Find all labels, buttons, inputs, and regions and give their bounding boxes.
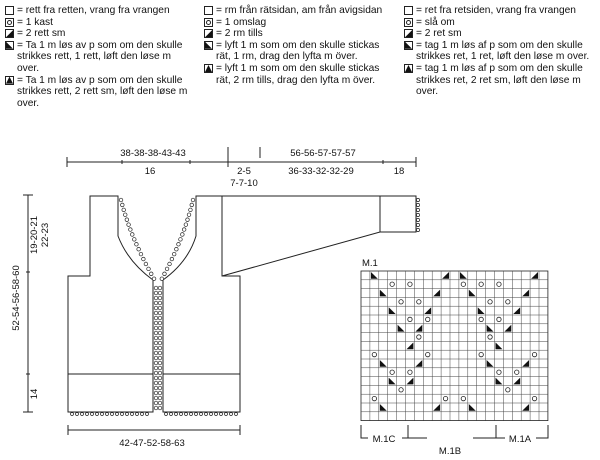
edging-scallop — [130, 233, 134, 237]
label-top-width: 38-38-38-43-43 — [120, 148, 186, 159]
edging-scallop — [172, 252, 176, 256]
edging-scallop — [158, 331, 162, 335]
edging-scallop — [131, 413, 134, 416]
left-front — [68, 196, 153, 412]
edging-scallop — [147, 267, 151, 271]
edging-scallop — [179, 238, 183, 242]
edging-scallop — [125, 218, 129, 222]
legend-text: = 2 rett sm — [17, 28, 66, 40]
legend-text: = rm från rätsidan, am från avigsidan — [216, 5, 383, 16]
edging-scallop — [158, 356, 162, 360]
edging-scallop — [190, 203, 194, 207]
edging-scallop — [170, 257, 174, 261]
edging-scallop — [416, 213, 419, 216]
edging-scallop — [154, 381, 158, 385]
edging-scallop — [416, 203, 419, 206]
label-cuff: 18 — [393, 166, 405, 177]
edging-scallop — [133, 238, 137, 242]
edging-scallop — [189, 208, 193, 212]
edging-scallop — [416, 198, 419, 201]
edging-scallop — [416, 228, 419, 231]
edging-scallop — [210, 413, 213, 416]
edging-scallop — [158, 391, 162, 395]
edging-scallop — [154, 356, 158, 360]
edging-scallop — [146, 413, 149, 416]
edging-scallop — [182, 228, 186, 232]
edging-scallop — [184, 223, 188, 227]
edging-scallop — [158, 291, 162, 295]
legend-text: = rett fra retten, vrang fra vrangen — [17, 5, 170, 16]
section-label-m1c: M.1C — [372, 434, 396, 445]
edging-scallop — [225, 413, 228, 416]
edging-scallop — [154, 336, 158, 340]
edging-scallop — [154, 311, 158, 315]
edging-scallop — [129, 228, 133, 232]
legend-text: = 1 omslag — [216, 16, 267, 28]
edging-scallop — [175, 247, 179, 251]
legend-text: = Ta 1 m løs av p som om den skulle strikkes rett, 2 rett sm, løft den løse m over. — [17, 74, 188, 109]
label-total-height: 52-54-56-58-60 — [11, 265, 22, 331]
edging-scallop — [158, 336, 162, 340]
legend-text: = 1 kast — [17, 16, 53, 28]
sleeve — [222, 196, 416, 276]
edging-scallop — [181, 233, 185, 237]
edging-scallop — [111, 413, 114, 416]
edging-scallop — [158, 301, 162, 305]
edging-scallop — [154, 371, 158, 375]
edging-scallop — [170, 413, 173, 416]
edging-scallop — [137, 247, 141, 251]
edging-scallop — [127, 223, 131, 227]
edging-scallop — [165, 267, 169, 271]
edging-scallop — [154, 391, 158, 395]
edging-scallop — [96, 413, 99, 416]
edging-scallop — [158, 361, 162, 365]
edging-scallop — [154, 291, 158, 295]
label-neck-lower: 7-7-10 — [230, 178, 258, 189]
edging-scallop — [416, 218, 419, 221]
edging-scallop — [158, 316, 162, 320]
chart-border — [361, 271, 548, 421]
edging-scallop — [139, 252, 143, 256]
edging-scallop — [190, 413, 193, 416]
legend-text: = tag 1 m løs af p som om den skulle strikkes ret, 1 ret, løft den løse m over. — [416, 39, 590, 63]
label-armhole-b: 22-23 — [40, 222, 51, 248]
edging-scallop — [154, 321, 158, 325]
edging-scallop — [195, 413, 198, 416]
edging-scallop — [121, 413, 124, 416]
label-shoulder: 16 — [144, 166, 156, 177]
legend-text: = 2 ret sm — [416, 28, 462, 40]
edging-scallop — [165, 413, 168, 416]
edging-scallop — [154, 341, 158, 345]
edging-scallop — [177, 242, 181, 246]
legend-text: = ret fra retsiden, vrang fra vrangen — [416, 5, 576, 16]
edging-scallop — [154, 396, 158, 400]
edging-scallop — [180, 413, 183, 416]
label-sleeve-mid: 36-33-32-32-29 — [288, 166, 354, 177]
section-label-m1a: M.1A — [508, 434, 532, 445]
edging-scallop — [154, 376, 158, 380]
edging-scallop — [158, 406, 162, 410]
legend-text: = slå om — [416, 16, 455, 28]
edging-scallop — [154, 301, 158, 305]
edging-scallop — [154, 401, 158, 405]
edging-scallop — [230, 413, 233, 416]
edging-scallop — [158, 296, 162, 300]
section-label-m1b: M.1B — [438, 446, 462, 457]
edging-scallop — [152, 277, 156, 281]
edging-scallop — [185, 413, 188, 416]
edging-scallop — [154, 286, 158, 290]
edging-scallop — [144, 262, 148, 266]
edging-scallop — [126, 413, 129, 416]
edging-scallop — [154, 331, 158, 335]
edging-scallop — [141, 413, 144, 416]
edging-scallop — [158, 366, 162, 370]
edging-scallop — [205, 413, 208, 416]
edging-scallop — [158, 321, 162, 325]
right-front — [163, 196, 240, 412]
edging-scallop — [158, 381, 162, 385]
edging-scallop — [186, 218, 190, 222]
edging-scallop — [91, 413, 94, 416]
edging-scallop — [106, 413, 109, 416]
edging-scallop — [154, 316, 158, 320]
legend-text: = Ta 1 m løs av p som om den skulle strikkes rett, 1 rett, løft den løse m over. — [17, 39, 183, 74]
edging-scallop — [168, 262, 172, 266]
edging-scallop — [154, 366, 158, 370]
edging-scallop — [158, 396, 162, 400]
edging-scallop — [158, 401, 162, 405]
edging-scallop — [154, 326, 158, 330]
label-sleeve-length: 56-56-57-57-57 — [290, 148, 356, 159]
edging-scallop — [119, 198, 123, 202]
label-border: 14 — [29, 388, 40, 400]
edging-scallop — [81, 413, 84, 416]
edging-scallop — [215, 413, 218, 416]
chart-title: M.1 — [362, 258, 378, 269]
edging-scallop — [158, 286, 162, 290]
edging-scallop — [154, 346, 158, 350]
legend-text: = lyft 1 m som om den skulle stickas rät, 2 rm tills, drag den lyfta m över. — [216, 62, 380, 86]
edging-scallop — [154, 386, 158, 390]
edging-scallop — [235, 413, 238, 416]
measurement-lines — [23, 147, 416, 435]
edging-scallop — [76, 413, 79, 416]
edging-scallop — [122, 208, 126, 212]
edging-scallop — [160, 277, 164, 281]
legend-text: = lyft 1 m som om den skulle stickas rät, 1 rm, drag den lyfta m över. — [216, 39, 380, 63]
chart-grid — [361, 271, 548, 421]
edging-scallop — [200, 413, 203, 416]
edging-scallop — [154, 361, 158, 365]
edging-scallop — [121, 203, 125, 207]
edging-scallop — [158, 346, 162, 350]
edging-scallop — [149, 272, 153, 276]
edging-scallop — [136, 413, 139, 416]
edging-scallop — [220, 413, 223, 416]
edging-scallop — [135, 242, 139, 246]
label-armhole: 19-20-21 — [29, 215, 40, 255]
edging-scallop — [142, 257, 146, 261]
edging-scallop — [158, 371, 162, 375]
edging-scallop — [158, 311, 162, 315]
edging-scallop — [158, 351, 162, 355]
edging-scallop — [416, 223, 419, 226]
edging-scallop — [158, 326, 162, 330]
label-neck: 2-5 — [237, 166, 251, 177]
edging-scallop — [158, 376, 162, 380]
edging-scallop — [416, 208, 419, 211]
edging-scallop — [71, 413, 74, 416]
edging-scallop — [187, 213, 191, 217]
edging-scallop — [116, 413, 119, 416]
edging-scallop — [101, 413, 104, 416]
edging-scallop — [86, 413, 89, 416]
legend-text: = tag 1 m løs af p som om den skulle strikkes ret, 2 ret sm, løft den løse m over. — [416, 62, 583, 98]
edging-scallop — [163, 272, 167, 276]
edging-scallop — [123, 213, 127, 217]
label-bottom-width: 42-47-52-58-63 — [119, 438, 185, 449]
edging-scallop — [175, 413, 178, 416]
edging-scallop — [154, 406, 158, 410]
edging-scallop — [158, 341, 162, 345]
edging-scallop — [191, 198, 195, 202]
edging-scallop — [154, 306, 158, 310]
edging-scallop — [158, 386, 162, 390]
legend-text: = 2 rm tills — [216, 28, 263, 40]
edging-scallop — [158, 306, 162, 310]
edging-scallop — [154, 296, 158, 300]
edging-scallop — [154, 351, 158, 355]
